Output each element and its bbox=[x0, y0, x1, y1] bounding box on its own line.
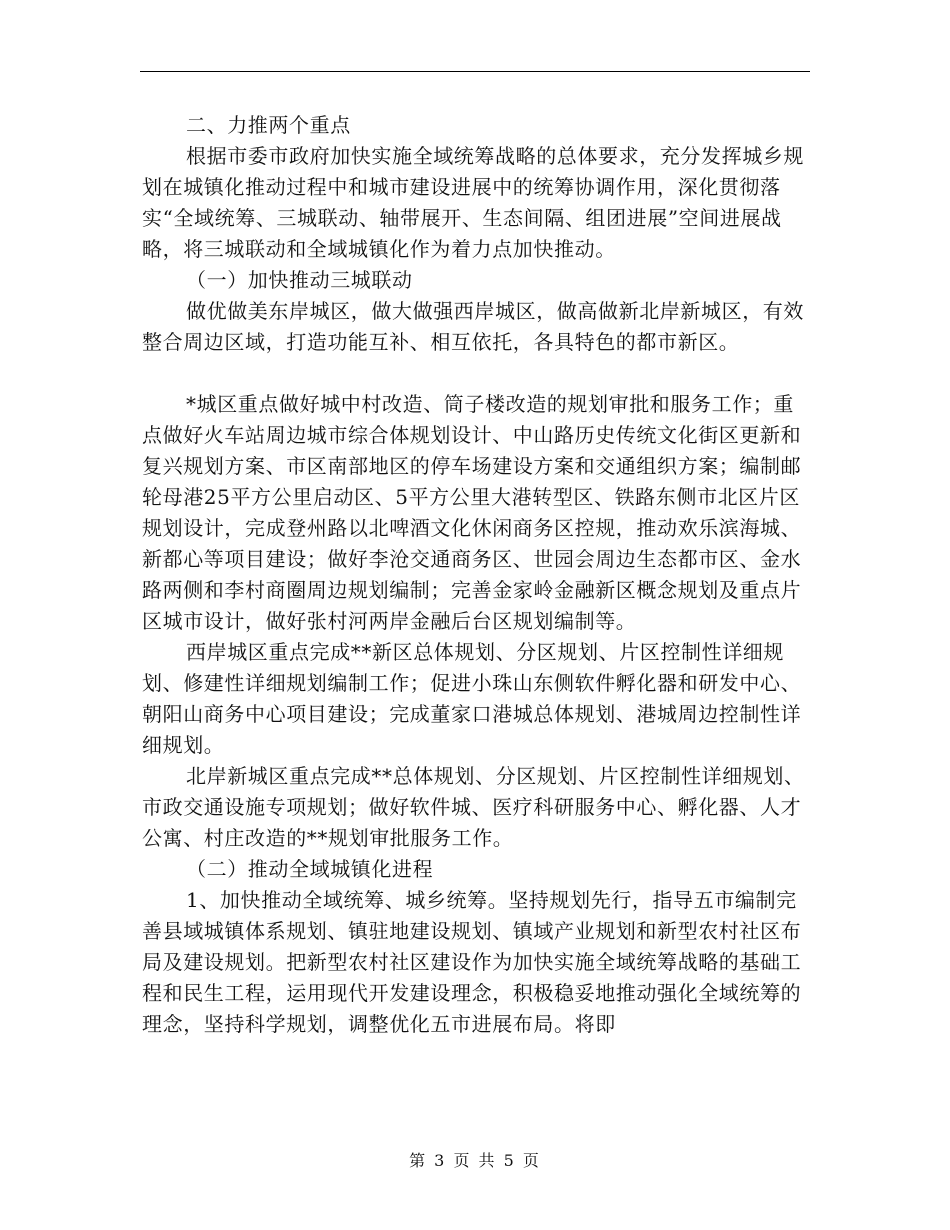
page-number: 第 3 页 共 5 页 bbox=[409, 1151, 541, 1170]
subsection-heading: （二）推动全域城镇化进程 bbox=[186, 857, 434, 881]
body-paragraph: 根据市委市政府加快实施全域统筹战略的总体要求，充分发挥城乡规划在城镇化推动过程中和城市建设进展中的统筹协调作用，深化贯彻落实“全域统筹、三城联动、轴带展开、生态间隔、组团进展”空间进展战略，将三城联动和全域城镇化作为着力点加快推动。 bbox=[142, 144, 804, 261]
paragraph-spacer bbox=[142, 358, 810, 389]
document-body bbox=[142, 110, 810, 1040]
subsection-heading: （一）加快推动三城联动 bbox=[186, 268, 413, 292]
header-rule bbox=[140, 71, 810, 72]
body-paragraph: 做优做美东岸城区，做大做强西岸城区，做高做新北岸新城区，有效整合周边区域，打造功能互补、相互依托，各具特色的都市新区。 bbox=[142, 299, 804, 354]
body-paragraph: 西岸城区重点完成**新区总体规划、分区规划、片区控制性详细规划、修建性详细规划编制工作；促进小珠山东侧软件孵化器和研发中心、朝阳山商务中心项目建设；完成董家口港城总体规划、港城周边控制性详细规划。 bbox=[142, 640, 802, 757]
body-paragraph: *城区重点做好城中村改造、筒子楼改造的规划审批和服务工作；重点做好火车站周边城市综合体规划设计、中山路历史传统文化街区更新和复兴规划方案、市区南部地区的停车场建设方案和交通组织方案；编制邮轮母港25平方公里启动区、5平方公里大港转型区、铁路东侧市北区片区规划设计，完成登州路以北啤酒文化休闲商务区控规，推动欢乐滨海城、新都心等项目建设；做好李沧交通商务区、世园会周边生态都市区、金水路两侧和李村商圈周边规划编制；完善金家岭金融新区概念规划及重点片区城市设计，做好张村河两岸金融后台区规划编制等。 bbox=[142, 392, 802, 633]
section-heading: 二、力推两个重点 bbox=[186, 113, 351, 137]
body-paragraph: 1、加快推动全域统筹、城乡统筹。坚持规划先行，指导五市编制完善县域城镇体系规划、镇驻地建设规划、镇域产业规划和新型农村社区布局及建设规划。把新型农村社区建设作为加快实施全域统筹战略的基础工程和民生工程，运用现代开发建设理念，积极稳妥地推动强化全域统筹的理念，坚持科学规划，调整优化五市进展布局。将即 bbox=[142, 888, 802, 1036]
body-paragraph: 北岸新城区重点完成**总体规划、分区规划、片区控制性详细规划、市政交通设施专项规划；做好软件城、医疗科研服务中心、孵化器、人才公寓、村庄改造的**规划审批服务工作。 bbox=[142, 764, 805, 850]
